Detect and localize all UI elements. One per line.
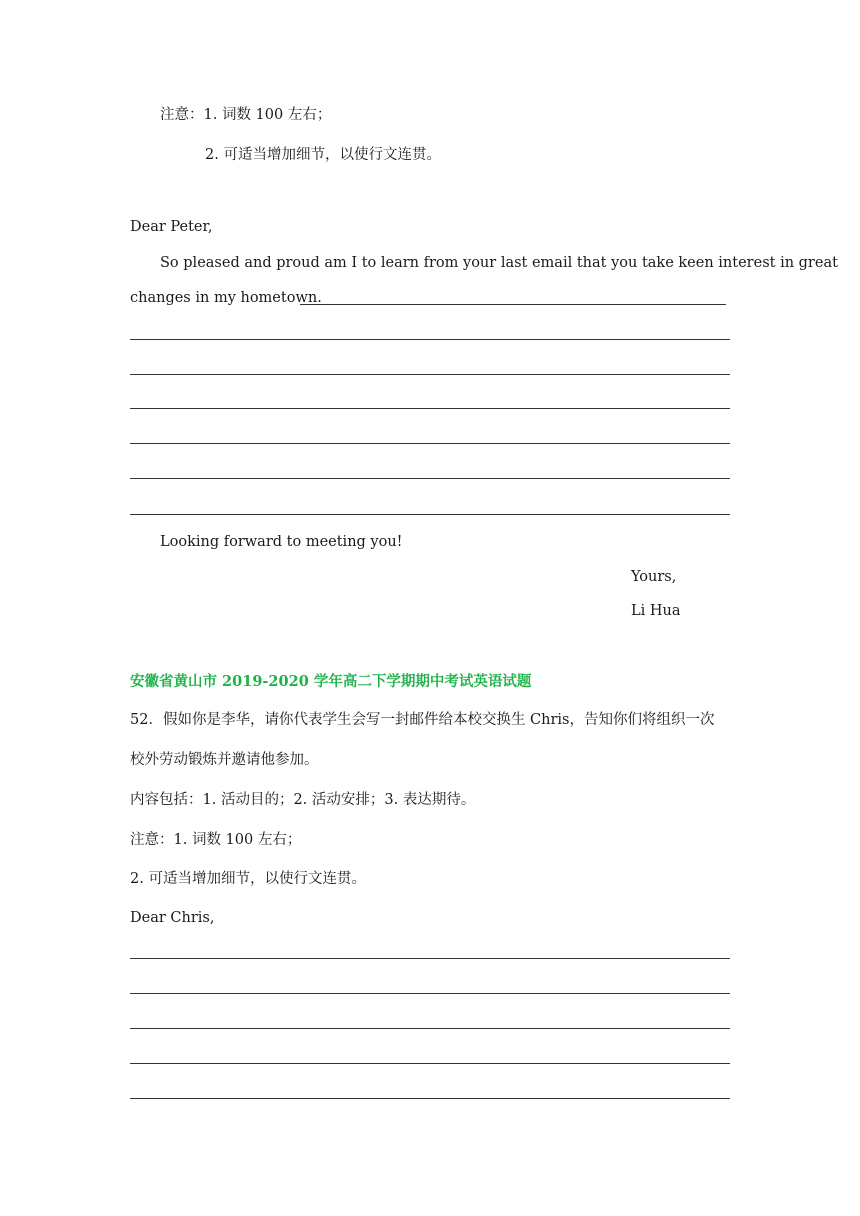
salutation: Dear Peter, [130,219,213,235]
writing-line [130,1028,730,1029]
letter-body-line-2: changes in my hometown. [130,290,322,306]
writing-line [130,408,730,409]
closing-line: Looking forward to meeting you! [160,534,403,550]
writing-line [130,443,730,444]
writing-line [130,1098,730,1099]
writing-line [300,304,726,305]
note-line-1: 注意：1. 词数 100 左右； [160,107,332,123]
writing-line [130,958,730,959]
sign-off: Yours, [631,569,677,585]
note-line-2: 2. 可适当增加细节，以使行文连贯。 [130,871,366,887]
signature: Li Hua [631,603,681,619]
content-requirements: 内容包括：1. 活动目的；2. 活动安排；3. 表达期待。 [130,792,476,808]
letter-body-line-1: So pleased and proud am I to learn from your last email that you take keen interest in great [160,255,838,271]
writing-line [130,514,730,515]
section-heading: 安徽省黄山市 2019-2020 学年高二下学期期中考试英语试题 [130,673,532,690]
writing-line [130,993,730,994]
writing-line [130,339,730,340]
question-line-1: 52．假如你是李华，请你代表学生会写一封邮件给本校交换生 Chris，告知你们将组织一次 [130,712,715,728]
note-line-2: 2. 可适当增加细节，以使行文连贯。 [205,147,441,163]
question-line-2: 校外劳动锻炼并邀请他参加。 [130,752,319,768]
writing-line [130,478,730,479]
note-line-1: 注意：1. 词数 100 左右； [130,832,302,848]
salutation: Dear Chris, [130,910,215,926]
writing-line [130,1063,730,1064]
writing-line [130,374,730,375]
